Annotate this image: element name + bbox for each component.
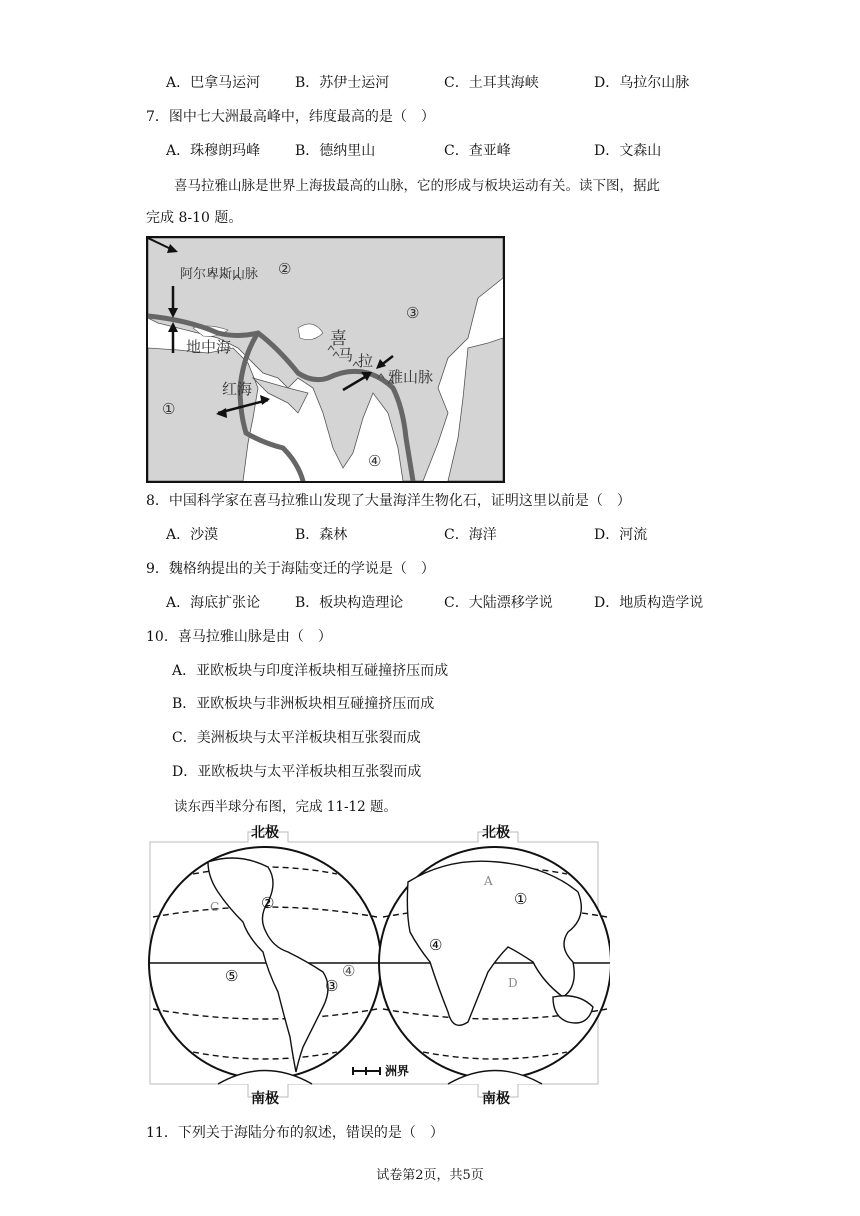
map2-north-pole-left: 北极 [251, 825, 279, 841]
map1-label-3: ③ [406, 304, 420, 322]
map2-label-1: ① [514, 890, 528, 908]
q7-option-a[interactable]: A．珠穆朗玛峰 [166, 143, 261, 159]
q7-option-b[interactable]: B．德纳里山 [295, 143, 376, 159]
q6-option-c[interactable]: C．土耳其海峡 [444, 75, 539, 91]
map2-letter-d: D [508, 976, 518, 990]
map1-label-1: ① [162, 400, 176, 418]
q7-option-c[interactable]: C．查亚峰 [444, 143, 511, 159]
map2-label-4-right: ④ [429, 936, 443, 954]
q10-stem: 10．喜马拉雅山脉是由（ ） [146, 629, 332, 645]
q9-option-d[interactable]: D．地质构造学说 [594, 595, 704, 611]
map2-label-5: ⑤ [225, 967, 239, 985]
q11-stem: 11．下列关于海陆分布的叙述，错误的是（ ） [146, 1125, 444, 1141]
map2-letter-a: A [484, 874, 493, 888]
map2-south-pole-right: 南极 [482, 1091, 510, 1107]
intro-8-10-line2: 完成 8-10 题。 [146, 210, 243, 226]
q6-option-d[interactable]: D．乌拉尔山脉 [594, 75, 690, 91]
q6-option-a[interactable]: A．巴拿马运河 [166, 75, 261, 91]
q10-option-a[interactable]: A．亚欧板块与印度洋板块相互碰撞挤压而成 [172, 663, 449, 679]
q9-option-b[interactable]: B．板块构造理论 [295, 595, 404, 611]
q10-option-b[interactable]: B．亚欧板块与非洲板块相互碰撞挤压而成 [172, 696, 435, 712]
q10-option-c[interactable]: C．美洲板块与太平洋板块相互张裂而成 [172, 730, 421, 746]
map2-label-4-left: ④ [342, 962, 356, 980]
map2-label-3: ③ [325, 977, 339, 995]
q8-stem: 8．中国科学家在喜马拉雅山发现了大量海洋生物化石，证明这里以前是（ ） [146, 493, 631, 509]
map1-label-ya: 雅山脉 [388, 368, 434, 386]
intro-11-12: 读东西半球分布图，完成 11-12 题。 [174, 799, 398, 815]
q8-option-c[interactable]: C．海洋 [444, 527, 497, 543]
q8-option-b[interactable]: B．森林 [295, 527, 348, 543]
q8-option-a[interactable]: A．沙漠 [166, 527, 219, 543]
map2-south-pole-left: 南极 [251, 1091, 279, 1107]
map2-label-2: ② [261, 894, 275, 912]
map1-label-4: ④ [368, 452, 382, 470]
q9-option-c[interactable]: C．大陆漂移学说 [444, 595, 553, 611]
intro-8-10-line1: 喜马拉雅山脉是世界上海拔最高的山脉，它的形成与板块运动有关。读下图，据此 [174, 178, 660, 194]
q9-stem: 9．魏格纳提出的关于海陆变迁的学说是（ ） [146, 561, 435, 577]
q7-option-d[interactable]: D．文森山 [594, 143, 662, 159]
map1-label-alps: 阿尔卑斯山脉 [180, 267, 259, 282]
map1-label-la: 拉 [358, 352, 374, 370]
q10-option-d[interactable]: D．亚欧板块与太平洋板块相互张裂而成 [172, 764, 422, 780]
q8-option-d[interactable]: D．河流 [594, 527, 648, 543]
map1-label-xi: 喜 [330, 329, 347, 349]
map2-letter-c: C [210, 900, 220, 914]
map2-legend-label: 洲界 [385, 1064, 410, 1078]
hemispheres-map [148, 822, 610, 1108]
q9-option-a[interactable]: A．海底扩张论 [166, 595, 261, 611]
plate-map [146, 236, 505, 483]
map1-label-mediterranean: 地中海 [186, 338, 232, 356]
page-footer: 试卷第2页，共5页 [376, 1168, 484, 1183]
q7-stem: 7．图中七大洲最高峰中，纬度最高的是（ ） [146, 109, 435, 125]
map1-label-red-sea: 红海 [222, 380, 253, 398]
map1-label-2: ② [278, 260, 292, 278]
map2-north-pole-right: 北极 [482, 825, 510, 841]
q6-option-b[interactable]: B．苏伊士运河 [295, 75, 390, 91]
map1-label-ma: 马 [338, 346, 354, 364]
